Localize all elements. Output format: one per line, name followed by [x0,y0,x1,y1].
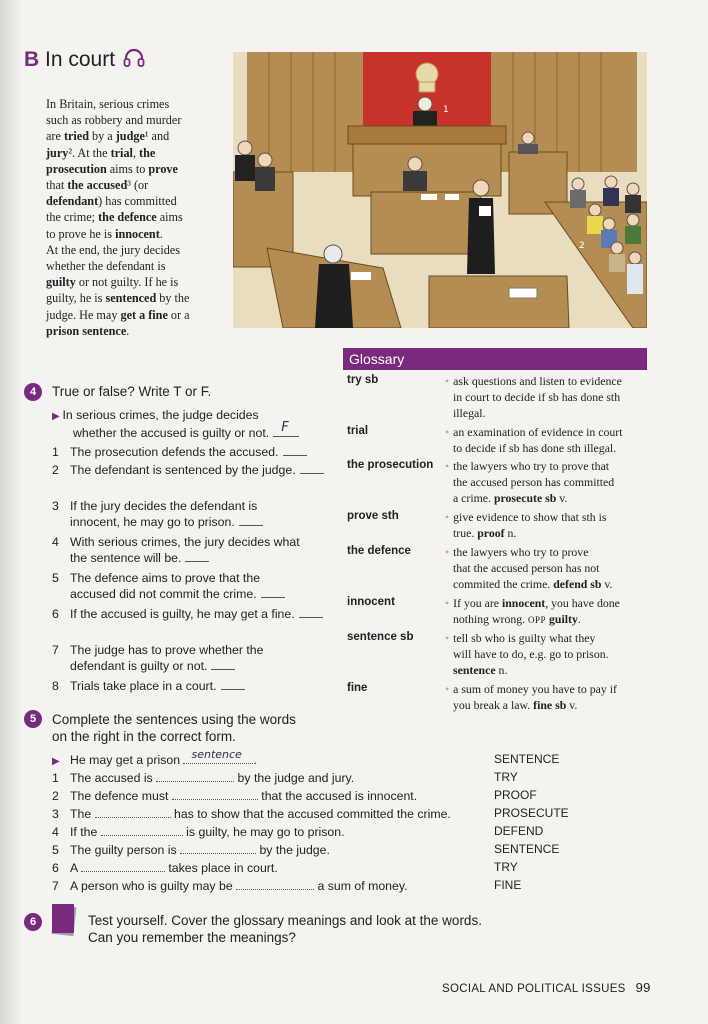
glossary-definition-text: a crime. [453,490,494,505]
intro-text: ². At the [68,145,111,160]
item-number: 1 [52,771,59,785]
answer-blank [180,843,256,854]
item-text: the sentence will be. [70,551,182,565]
intro-line [46,145,226,161]
glossary-definition-text: tell sb who is guilty what they [453,631,596,645]
intro-line [46,177,226,193]
intro-text: or not guilty. If he is [75,275,179,290]
glossary-definition [445,596,655,629]
glossary-definition [445,425,655,457]
bullet-icon: • [445,545,450,559]
intro-text: aims [156,210,183,225]
item-text: The defendant is sentenced by the judge. [70,463,296,477]
word-cue: SENTENCE [494,842,560,856]
exercise-4-item [52,570,327,602]
exercise-5-row [52,842,330,858]
page-number: 99 [635,980,651,995]
item-text: accused did not commit the crime. [70,587,257,601]
intro-line [46,274,226,290]
answer-blank [101,825,183,836]
bullet-icon: • [445,682,450,696]
glossary-term: the prosecution [347,459,434,471]
glossary-definition-line [445,647,655,663]
glossary-definition-text: the lawyers who try to prove [453,545,589,559]
sentence-start: The guilty person is [70,843,181,857]
item-line [52,498,327,514]
glossary-definition-text: v. [556,490,568,505]
word-cue: PROOF [494,788,537,802]
glossary-term: the defence [347,545,411,557]
glossary-definition [445,510,655,542]
intro-text: are [46,129,64,144]
sentence-start: He may get a prison [70,753,184,767]
intro-text: whether the defendant is [46,259,166,274]
arrow-icon: ▶ [52,411,63,422]
bullet-icon: • [445,631,450,645]
bullet-icon: • [445,596,450,610]
glossary-definition-text: prosecute sb [493,490,557,505]
sentence-start: The accused is [70,771,157,785]
glossary-definition-line [445,475,655,491]
notebook-icon [50,903,78,937]
glossary-definition-text: illegal. [453,405,486,420]
glossary-definition-text: sentence [453,662,496,677]
item-line [52,606,327,622]
answer-blank [299,607,323,618]
intro-text: At the end, the jury decides [46,242,181,257]
answer-blank [273,420,299,437]
glossary-definition-text: that the accused person has not [453,560,600,575]
answer-blank [172,789,258,800]
glossary-term: trial [347,425,369,437]
sentence-end: is guilty, he may go to prison. [182,825,345,839]
answer-blank [211,659,235,670]
glossary-definition-text: to decide if sb has done sth illegal. [453,440,617,455]
exercise-4-number: 4 [24,383,42,401]
section-title [24,48,145,72]
glossary-definition-text: defend sb [553,576,602,591]
answer-blank [95,807,171,818]
glossary-definition-text: proof [477,525,505,540]
item-number: 6 [52,861,59,875]
example-text: whether the accused is guilty or not. [73,426,270,440]
intro-text: judge. He may [46,307,121,322]
glossary-definition-line [445,561,655,577]
word-cue: SENTENCE [494,752,560,766]
intro-text: guilty, he is [46,291,106,306]
glossary-definition-text: guilty [549,611,578,626]
item-line [52,570,327,586]
glossary-definition [445,682,655,714]
glossary-definition-line [445,374,655,390]
exercise-4-item [52,534,327,566]
intro-text: ) has committed [98,194,177,209]
sentence-start: A [70,861,81,875]
exercise-5-row [52,788,417,804]
intro-text: defendant [46,194,99,209]
sentence-end: by the judge. [256,843,330,857]
figure-label-1: 1 [443,105,449,115]
answer-blank [300,463,324,474]
item-text: The defence aims to prove that the [70,571,261,585]
exercise-5-title: Complete the sentences using the words on the right in the correct form. [52,712,296,744]
glossary-definition-text: v. [601,576,613,591]
exercise-5-number: 5 [24,710,42,728]
item-text: The prosecution defends the accused. [70,445,279,459]
intro-text: , [132,145,140,160]
glossary-definition-line [445,682,655,698]
word-cue: TRY [494,770,518,784]
figure-label-2: 2 [579,241,585,251]
intro-text: . [159,226,163,241]
glossary-definition-line [445,596,655,612]
answer-blank [221,679,245,690]
item-line [52,462,327,478]
section-letter: B [24,48,40,71]
glossary-definition [445,374,655,421]
item-line [52,444,327,460]
glossary-definition-line [445,406,655,422]
intro-line [46,112,226,128]
example-line [52,407,299,425]
glossary-definition-text: in court to decide if sb has done sth [453,389,621,404]
glossary-definition-text: give evidence to show that sth is [453,510,607,524]
intro-text: aims to [106,161,149,176]
exercise-5-row [52,824,345,840]
exercise-5-row [52,748,257,770]
exercise-4-item [52,678,327,694]
glossary-definition-text: OPP [528,614,547,625]
bullet-icon: • [445,425,450,439]
glossary-term: fine [347,682,368,694]
item-text: The judge has to prove whether the [70,643,264,657]
glossary-definition-text: , you have done [545,596,620,610]
exercise-4-title: True or false? Write T or F. [52,384,212,399]
exercise-4-item [52,462,327,478]
glossary-definition-text: commited the crime. [453,576,554,591]
item-number: 4 [52,535,59,549]
item-line [52,514,327,530]
glossary-definition-line [445,612,655,629]
word-cue: FINE [494,878,522,892]
intro-line [46,96,226,112]
word-cue: DEFEND [494,824,544,838]
item-text: If the jury decides the defendant is [70,499,258,513]
intro-text: prosecution [46,161,107,176]
glossary-definition-text: the accused person has committed [453,474,615,489]
intro-text: sentenced [105,291,157,306]
glossary-definition-line [445,545,655,561]
answer-blank [156,771,234,782]
handwritten-answer: F [281,420,289,435]
courtroom-illustration [233,52,647,328]
intro-text: by the [156,291,190,306]
glossary-definition-text: . [577,611,581,626]
item-number: 4 [52,825,59,839]
word-cue: PROSECUTE [494,806,569,820]
glossary-definition-line [445,459,655,475]
glossary-definition-text: fine sb [533,697,567,712]
answer-blank [81,861,165,872]
item-number: 5 [52,571,59,585]
item-line [52,658,327,674]
glossary-definition-text: will have to do, e.g. go to prison. [453,646,609,661]
glossary-definition [445,631,655,678]
answer-blank [261,587,285,598]
glossary-definition-text: If you are [453,596,502,610]
intro-text: jury [46,145,69,160]
intro-text: to prove he is [46,226,116,241]
item-number: ▶ [52,756,60,767]
glossary-definition-text: a sum of money you have to pay if [453,682,617,696]
glossary-definition-line [445,390,655,406]
glossary-definition-text: n. [504,525,517,540]
intro-text: the crime; [46,210,99,225]
glossary-definition-text: innocent [501,596,546,610]
intro-text: get a fine [120,307,168,322]
intro-line [46,242,226,258]
glossary-definition-line [445,425,655,441]
glossary-definition-text: nothing wrong. [453,611,529,626]
glossary-definition-line [445,526,655,542]
item-number: 6 [52,607,59,621]
bullet-icon: • [445,374,450,388]
item-text: Trials take place in a court. [70,679,217,693]
sentence-start: The defence must [70,789,172,803]
intro-text: the accused [67,178,128,193]
intro-line [46,209,226,225]
glossary-definition-line [445,631,655,647]
intro-line [46,307,226,323]
sentence-end: by the judge and jury. [234,771,355,785]
glossary-header: Glossary [343,348,647,370]
example-text: In serious crimes, the judge decides [62,408,259,422]
intro-line [46,290,226,306]
glossary-definition-line [445,698,655,714]
exercise-4-example [52,407,299,441]
item-number: 3 [52,499,59,513]
glossary-term: innocent [347,596,395,608]
item-number: 2 [52,463,59,477]
intro-text: tried [63,129,89,144]
sentence-end: a sum of money. [314,879,408,893]
glossary-definition-line [445,663,655,679]
exercise-5-row [52,860,278,876]
item-line [52,642,327,658]
intro-line [46,258,226,274]
item-number: 7 [52,643,59,657]
exercise-4-item [52,444,327,460]
word-cue: TRY [494,860,518,874]
exercise-5-row [52,806,451,822]
intro-text: judge [115,129,145,144]
item-text: With serious crimes, the jury decides what [70,535,300,549]
glossary-definition-text: an examination of evidence in court [453,425,623,439]
intro-text: such as robbery and murder [46,113,182,128]
answer-blank [283,445,307,456]
item-line [52,534,327,550]
item-line [52,678,327,694]
intro-line [46,128,226,144]
intro-text: ³ (or [127,178,149,193]
footer-section: SOCIAL AND POLITICAL ISSUES [442,983,626,995]
sentence-end: that the accused is innocent. [257,789,418,803]
intro-text: trial [110,145,133,160]
glossary-definition-text: n. [495,662,508,677]
glossary-term: prove sth [347,510,399,522]
glossary-definition-line [445,577,655,593]
item-number: 8 [52,679,59,693]
sentence-start: A person who is guilty may be [70,879,237,893]
glossary-definition-line [445,510,655,526]
glossary-term: sentence sb [347,631,414,643]
exercise-6-text: Test yourself. Cover the glossary meanings and look at the words. Can you remember the meanings? [88,913,482,945]
intro-text: by a [88,129,116,144]
page-binding-shadow [0,0,22,1024]
item-number: 5 [52,843,59,857]
glossary-definition [445,545,655,592]
exercise-5-row [52,878,408,894]
headphones-icon [123,48,145,68]
glossary-term: try sb [347,374,379,386]
answer-blank [183,748,253,764]
section-title-text: In court [45,48,116,71]
exercise-4-item [52,642,327,674]
intro-text: or a [167,307,190,322]
item-line [52,586,327,602]
item-line [52,550,327,566]
answer-blank [185,551,209,562]
example-line [52,420,299,441]
intro-text: . [126,323,130,338]
item-text: innocent, he may go to prison. [70,515,235,529]
sentence-start: The [70,807,95,821]
exercise-5-row [52,770,354,786]
item-number: 3 [52,807,59,821]
glossary-definition-text: ask questions and listen to evidence [453,374,622,388]
intro-line [46,193,226,209]
page-footer [442,980,651,995]
intro-text: guilty [46,275,76,290]
item-number: 1 [52,445,59,459]
answer-blank [239,515,263,526]
intro-text: that [46,178,68,193]
glossary-definition-line [445,441,655,457]
exercise-4-item [52,498,327,530]
glossary-definition-text: the lawyers who try to prove that [453,459,610,473]
glossary-definition-text: v. [566,697,578,712]
glossary-definition-text: you break a law. [453,697,534,712]
intro-line [46,323,226,339]
exercise-4-item [52,606,327,622]
intro-text: the defence [98,210,157,225]
item-text: If the accused is guilty, he may get a fine. [70,607,295,621]
sentence-end: has to show that the accused committed the crime. [170,807,451,821]
handwritten-answer: sentence [191,748,242,761]
answer-blank [236,879,314,890]
glossary-definition [445,459,655,506]
intro-text: ¹ and [144,129,170,144]
exercise-6-number: 6 [24,913,42,931]
intro-paragraph [46,96,226,339]
intro-line [46,226,226,242]
item-number: 2 [52,789,59,803]
bullet-icon: • [445,459,450,473]
glossary-definition-text: true. [453,525,478,540]
sentence-start: If the [70,825,101,839]
intro-text: prove [148,161,178,176]
item-text: defendant is guilty or not. [70,659,208,673]
item-number: 7 [52,879,59,893]
intro-text: innocent [115,226,160,241]
intro-text: In Britain, serious crimes [46,97,170,111]
sentence-end: takes place in court. [164,861,278,875]
intro-text: prison sentence [46,323,127,338]
intro-line [46,161,226,177]
intro-text: the [139,145,156,160]
royal-crest-icon [416,63,438,92]
bullet-icon: • [445,510,450,524]
glossary-definition-line [445,491,655,507]
sentence-end: . [253,753,257,767]
